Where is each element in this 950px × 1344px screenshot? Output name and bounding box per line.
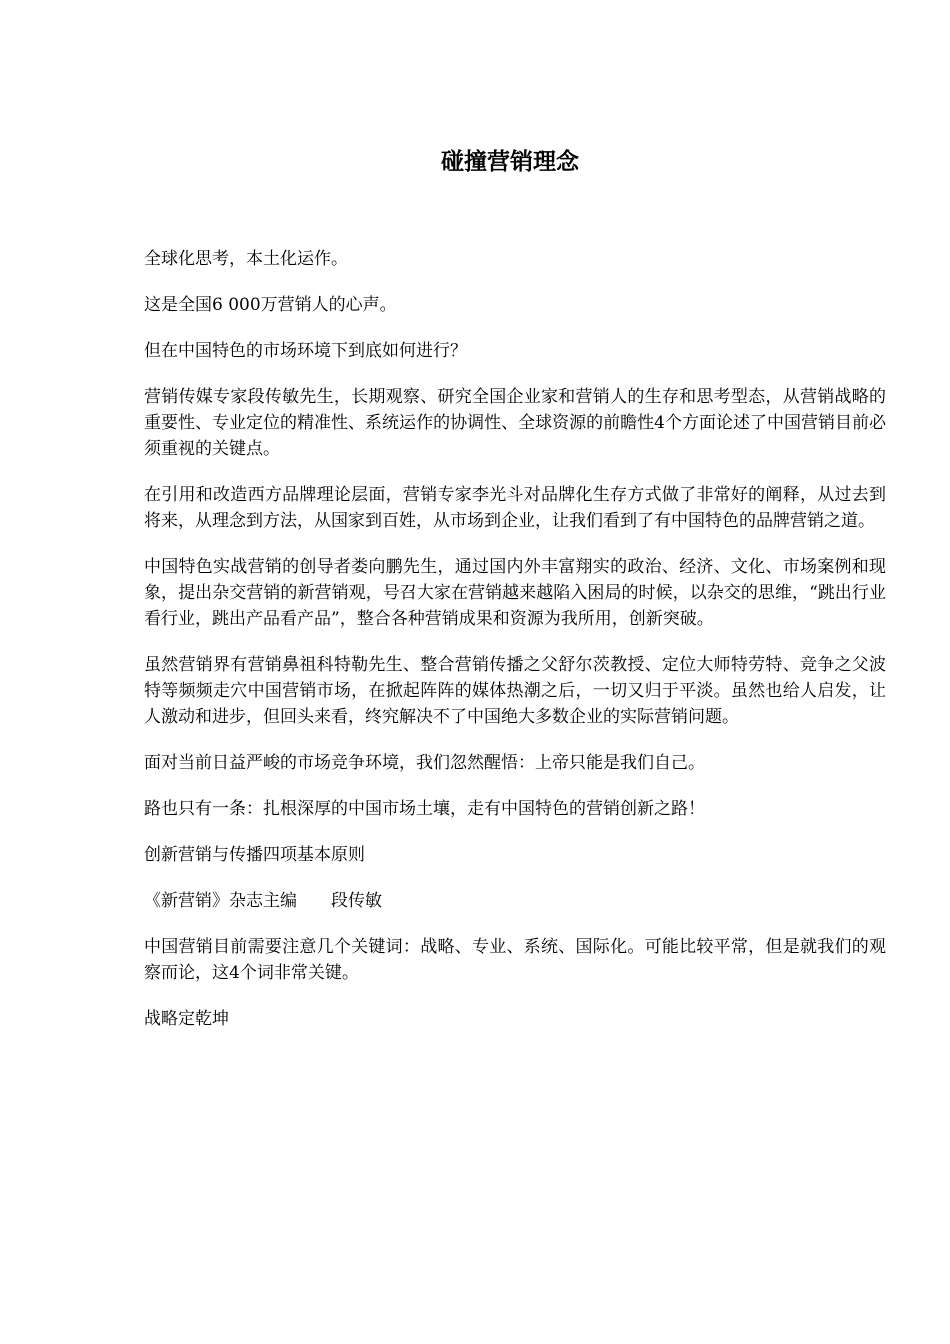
paragraph-question: 但在中国特色的市场环境下到底如何进行？ <box>144 341 467 361</box>
document-title: 碰撞营销理念 <box>441 149 579 175</box>
paragraph-duan-chuanmin: 营销传媒专家段传敏先生，长期观察、研究全国企业家和营销人的生存和思考型态，从营销战略的重要性、专业定位的精准性、系统运作的协调性、全球资源的前瞻性4个方面论述了中国营销目前必须重视的关键点。 <box>144 387 886 459</box>
paragraph-only-path: 路也只有一条：扎根深厚的中国市场土壤，走有中国特色的营销创新之路！ <box>144 799 705 819</box>
paragraph-li-guangdou: 在引用和改造西方品牌理论层面，营销专家李光斗对品牌化生存方式做了非常好的阐释，从过去到将来，从理念到方法，从国家到百姓，从市场到企业，让我们看到了有中国特色的品牌营销之道。 <box>144 485 886 531</box>
author-byline: 《新营销》杂志主编 段传敏 <box>144 891 382 911</box>
paragraph-keywords: 中国营销目前需要注意几个关键词：战略、专业、系统、国际化。可能比较平常，但是就我们的观察而论，这4个词非常关键。 <box>144 937 886 983</box>
section-heading-principles: 创新营销与传播四项基本原则 <box>144 845 365 865</box>
paragraph-marketers-voice: 这是全国6 000万营销人的心声。 <box>144 295 397 315</box>
paragraph-awakening: 面对当前日益严峻的市场竞争环境，我们忽然醒悟：上帝只能是我们自己。 <box>144 753 705 773</box>
subheading-strategy: 战略定乾坤 <box>144 1009 229 1029</box>
document-body <box>144 246 886 1052</box>
paragraph-intro-slogan: 全球化思考，本土化运作。 <box>144 249 348 269</box>
paragraph-foreign-masters: 虽然营销界有营销鼻祖科特勒先生、整合营销传播之父舒尔茨教授、定位大师特劳特、竞争之父波特等频频走穴中国营销市场，在掀起阵阵的媒体热潮之后，一切又归于平淡。虽然也给人启发，让人激动和进步，但回头来看，终究解决不了中国绝大多数企业的实际营销问题。 <box>144 655 886 727</box>
paragraph-lou-xiangpeng: 中国特色实战营销的创导者娄向鹏先生，通过国内外丰富翔实的政治、经济、文化、市场案例和现象，提出杂交营销的新营销观，号召大家在营销越来越陷入困局的时候，以杂交的思维，“跳出行业看行业，跳出产品看产品”，整合各种营销成果和资源为我所用，创新突破。 <box>144 557 886 629</box>
